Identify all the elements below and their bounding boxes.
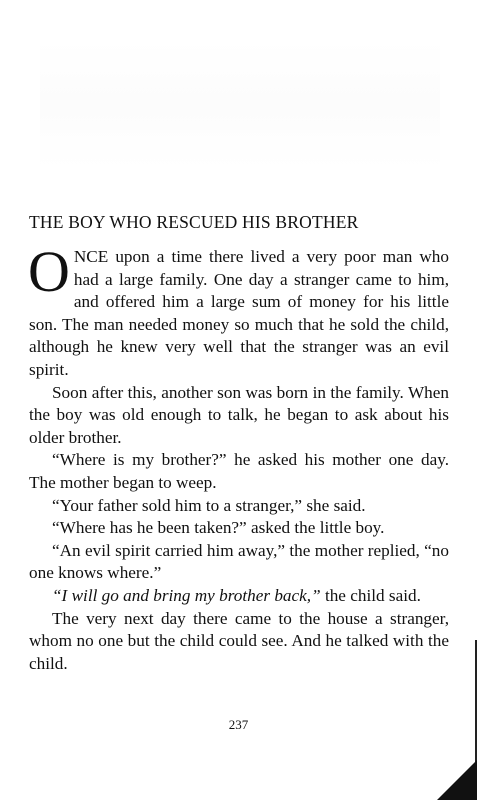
story-title: THE BOY WHO RESCUED HIS BROTHER [29,212,359,232]
first-word: NCE [73,247,109,266]
paragraph-7 [29,585,449,608]
quoted-speech: “I will go and bring my brother back,” [52,585,321,605]
paragraph-6: “An evil spirit carried him away,” the mother replied, “no one knows where.” [29,540,449,583]
story-body [28,239,449,675]
paragraph-1 [28,239,449,382]
paragraph-3: “Where is my brother?” he asked his mother one day. The mother began to weep. [29,450,449,492]
paragraph-1-text: upon a time there lived a very poor man who had a large family. One day a stranger came to him, and offered him a large sum of money for his little son. The man needed money so much that he sold the child, although he knew very well that the stranger was an evil spirit. [29,247,449,379]
paragraph-4: “Your father sold him to a stranger,” she said. [52,495,366,515]
paragraph-8: The very next day there came to the house a stranger, whom no one but the child could see. And he talked with the child. [29,608,449,673]
paragraph-7-text: the child said. [320,585,421,605]
paragraph-5: “Where has he been taken?” asked the little boy. [52,518,385,538]
paragraph-2: Soon after this, another son was born in the family. When the boy was old enough to talk, he began to ask about his older brother. [29,382,449,447]
drop-cap: O [28,239,70,304]
page-number: 237 [228,717,249,732]
show-through-shadow [40,40,440,170]
page-corner-shadow [437,760,477,800]
